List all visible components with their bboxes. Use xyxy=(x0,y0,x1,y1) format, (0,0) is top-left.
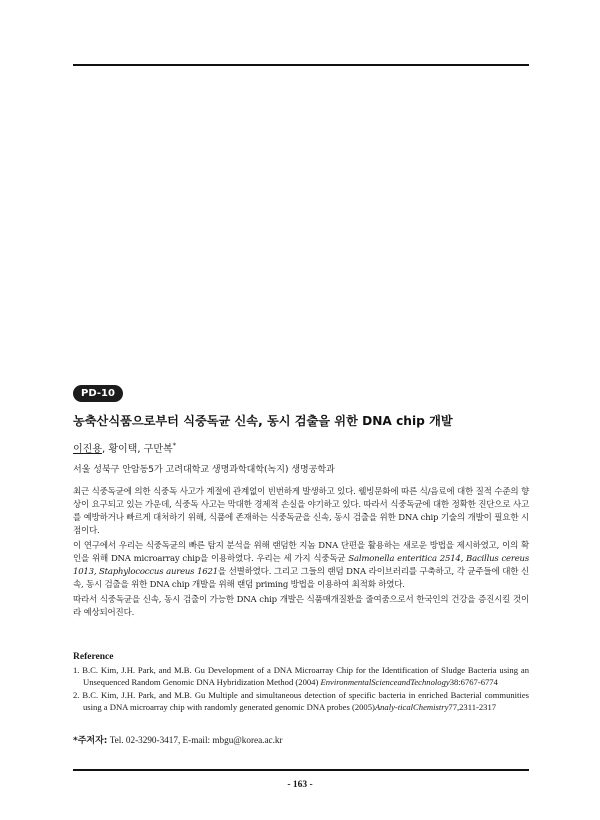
top-rule xyxy=(73,64,529,66)
reference-1-text: 1. B.C. Kim, J.H. Park, and M.B. Gu Development of a DNA Microarray Chip for the Identification of Sludge Bacteria using an Unsequenced Random Genomic DNA Hybridization Method (2004) xyxy=(73,665,529,687)
first-author: 이진용 xyxy=(73,444,102,455)
paragraph-2 xyxy=(73,540,529,592)
paragraph-2-tail: 을 선별하였다. 그리고 그들의 랜덤 DNA 라이브러리를 구축하고, 각 균주들에 대한 신속, 동시 검출을 위한 DNA chip 개발을 위해 랜덤 priming 방법을 이용하여 최적화 하였다. xyxy=(73,567,529,590)
reference-item-1 xyxy=(73,664,529,688)
session-badge: PD-10 xyxy=(73,385,123,402)
co-authors: , 황이택, 구만복 xyxy=(101,444,173,455)
contact-details: Tel. 02-3290-3417, E-mail: mbgu@korea.ac.kr xyxy=(107,735,283,745)
paragraph-3: 따라서 식중독균을 신속, 동시 검출이 가능한 DNA chip 개발은 식품매개질환을 줄여줌으로서 한국인의 건강을 증진시킬 것이라 예상되어진다. xyxy=(73,595,529,618)
reference-2-text: 2. B.C. Kim, J.H. Park, and M.B. Gu Multiple and simultaneous detection of specific bacteria in enriched Bacterial communities using a DNA microarray chip with randomly generated genomic DNA probes (2005) xyxy=(73,690,529,712)
corresponding-author-contact xyxy=(73,733,283,746)
reference-2-journal: Analy-ticalChemistry xyxy=(374,702,449,712)
affiliation: 서울 성북구 안암동5가 고려대학교 생명과학대학(녹지) 생명공학과 xyxy=(73,465,335,475)
reference-section xyxy=(73,652,529,714)
page-number: - 163 - xyxy=(287,780,313,790)
contact-label: *주저자: xyxy=(73,736,108,746)
reference-1-pages: 38:6767-6774 xyxy=(449,677,498,687)
corresponding-mark: * xyxy=(172,441,177,450)
reference-2-pages: 77,2311-2317 xyxy=(448,702,497,712)
reference-item-2 xyxy=(73,689,529,713)
author-list xyxy=(73,440,176,455)
paragraph-2-lead: 이 연구에서 우리는 식중독균의 빠른 탐지 분석을 위해 랜덤한 지놈 DNA 단편을 활용하는 새로운 방법을 제시하였고, 이의 확인을 위해 DNA microarray chip을 이용하였다. 우리는 세 가지 식중독균 xyxy=(73,541,529,564)
abstract-body xyxy=(73,486,529,622)
species-names: Salmonella enteritica 2514, Bacillus cereus 1013, Staphylococcus aureus 1621 xyxy=(73,554,529,577)
reference-heading: Reference xyxy=(73,652,114,662)
paragraph-1: 최근 식중독균에 의한 식중독 사고가 계절에 관계없이 빈번하게 발생하고 있다. 웰빙문화에 따른 식/음료에 대한 질적 수준의 향상이 요구되고 있는 가운데, 식중독 사고는 막대한 경제적 손실을 야기하고 있다. 따라서 식중독균에 대한 정확한 진단으로 사고를 예방하거나 빠르게 대처하기 위해, 식품에 존재하는 식중독균을 신속, 동시 검출을 위한 DNA chip 기술의 개발이 필요한 시점이다. xyxy=(73,487,529,536)
paper-title: 농축산식품으로부터 식중독균 신속, 동시 검출을 위한 DNA chip 개발 xyxy=(73,414,453,428)
reference-1-journal: EnvironmentalScienceandTechnology xyxy=(320,677,450,687)
bottom-rule xyxy=(73,769,529,771)
